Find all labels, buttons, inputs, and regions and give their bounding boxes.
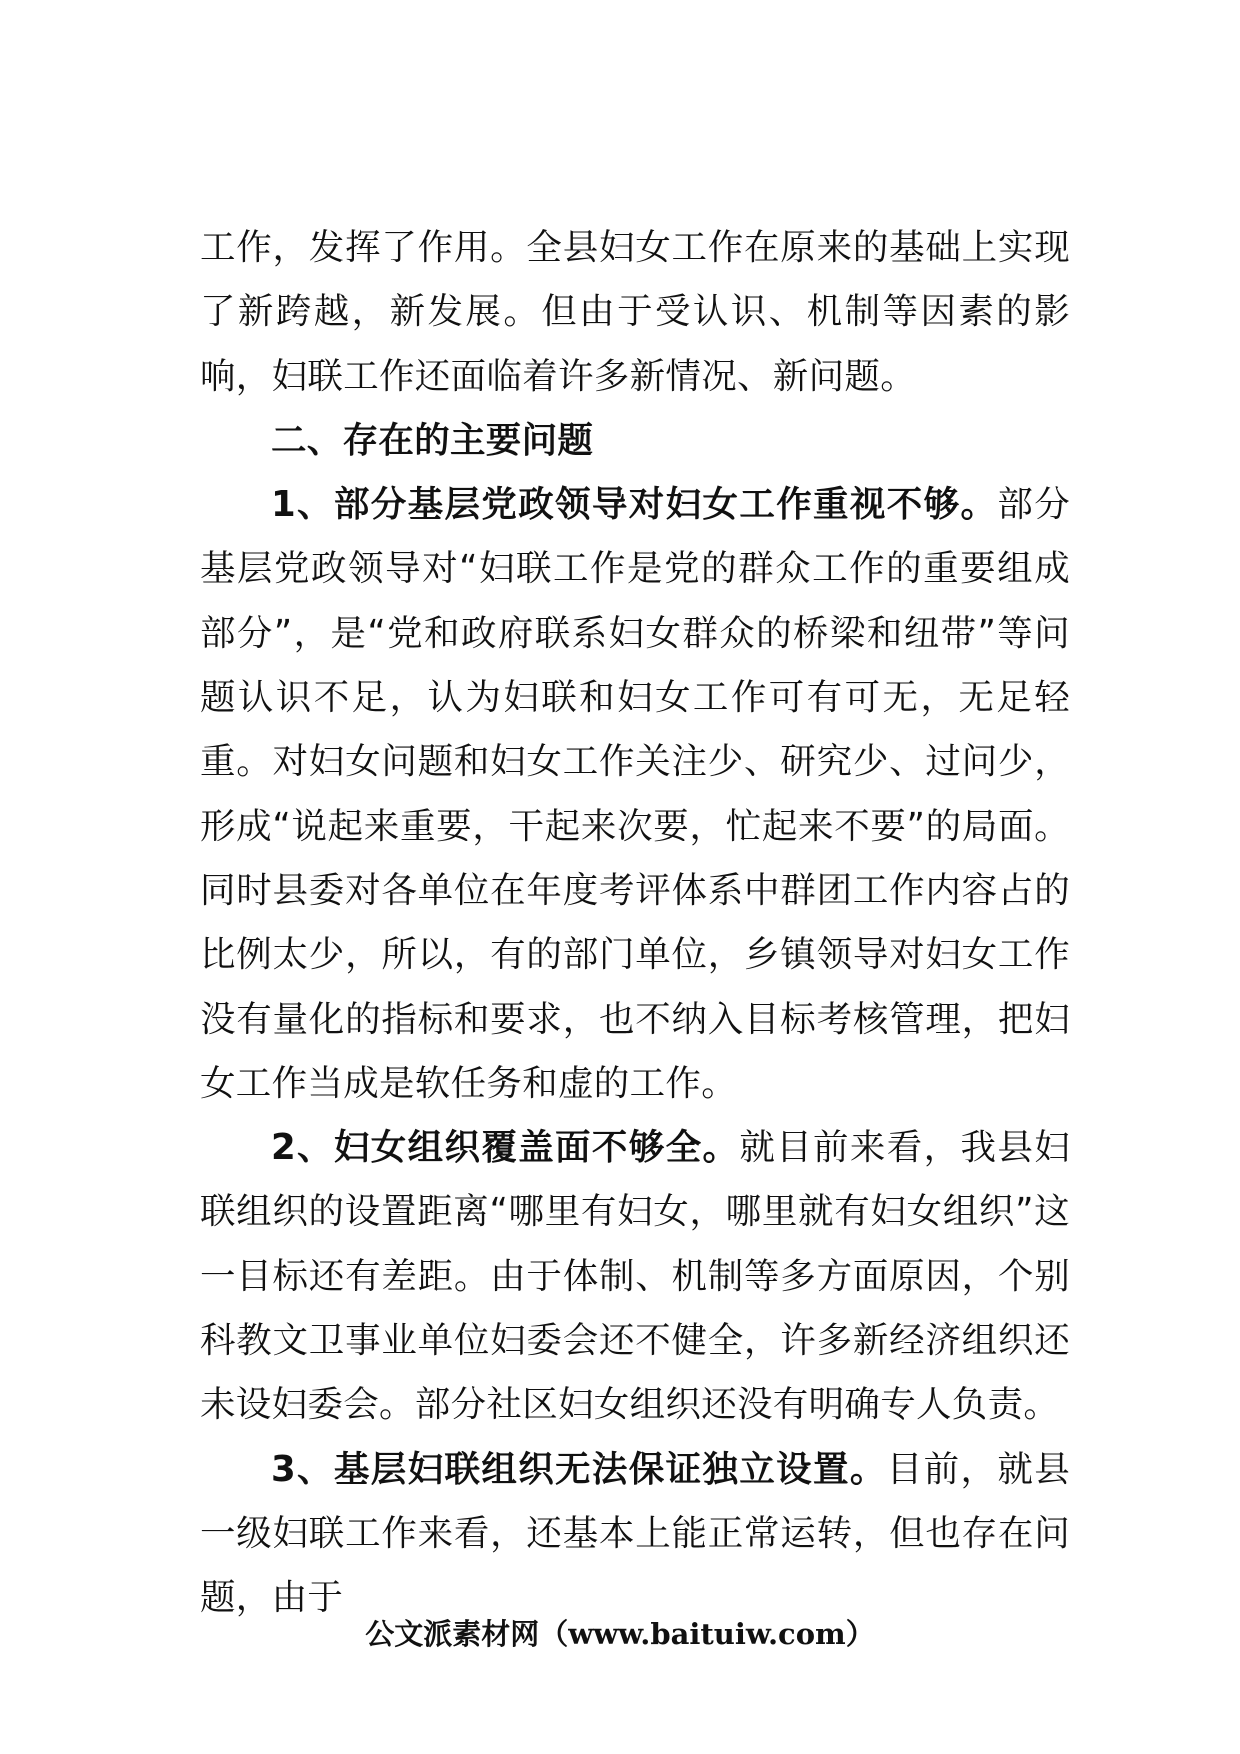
section-heading <box>200 409 1070 473</box>
paragraph-issue-2 <box>200 1116 1070 1437</box>
issue-3-text: 目前，就县一级妇联工作来看，还基本上能正常运转，但也存在问题，由于 <box>200 1448 1070 1619</box>
paragraph-intro-text: 工作，发挥了作用。全县妇女工作在原来的基础上实现了新跨越，新发展。但由于受认识、机制等因素的影响，妇联工作还面临着许多新情况、新问题。 <box>200 227 1070 397</box>
footer-watermark: 公文派素材网（www.baituiw.com） <box>365 1617 875 1651</box>
section-heading-text: 二、存在的主要问题 <box>271 419 594 461</box>
issue-1-text: 部分基层党政领导对“妇联工作是党的群众工作的重要组成部分”，是“党和政府联系妇女群众的桥梁和纽带”等问题认识不足，认为妇联和妇女工作可有可无，无足轻重。对妇女问题和妇女工作关注少、研究少、过问少，形成“说起来重要，干起来次要，忙起来不要”的局面。同时县委对各单位在年度考评体系中群团工作内容占的比例太少，所以，有的部门单位，乡镇领导对妇女工作没有量化的指标和要求，也不纳入目标考核管理，把妇女工作当成是软任务和虚的工作。 <box>200 484 1071 1104</box>
issue-3-title: 3、基层妇联组织无法保证独立设置。 <box>271 1448 887 1490</box>
document-body <box>200 216 1070 1631</box>
paragraph-issue-3 <box>200 1438 1070 1631</box>
paragraph-intro <box>200 216 1070 409</box>
issue-2-title: 2、妇女组织覆盖面不够全。 <box>271 1127 740 1169</box>
issue-2-text: 就目前来看，我县妇联组织的设置距离“哪里有妇女，哪里就有妇女组织”这一目标还有差距。由于体制、机制等多方面原因，个别科教文卫事业单位妇委会还不健全，许多新经济组织还未设妇委会。部分社区妇女组织还没有明确专人负责。 <box>200 1127 1070 1426</box>
paragraph-issue-1 <box>200 473 1070 1116</box>
issue-1-title: 1、部分基层党政领导对妇女工作重视不够。 <box>271 484 998 526</box>
